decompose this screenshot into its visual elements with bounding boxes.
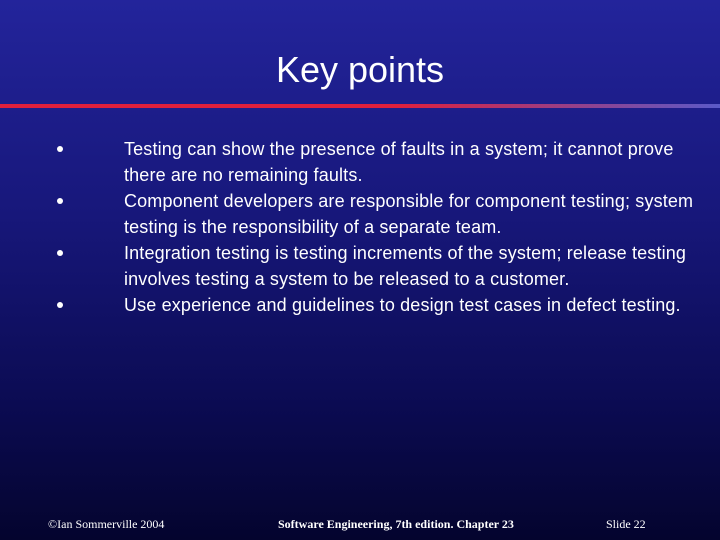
footer-copyright: ©Ian Sommerville 2004 <box>48 517 165 531</box>
bullet-text: Component developers are responsible for component testing; system testing is the responsibility of a separate team. <box>124 191 694 237</box>
title-underline <box>0 104 720 109</box>
bullet-item <box>56 240 696 292</box>
bullet-text: Testing can show the presence of faults in a system; it cannot prove there are no remaining faults. <box>124 139 674 185</box>
bullet-item <box>56 292 696 318</box>
footer-book-title: Software Engineering, 7th edition. Chapter 23 <box>278 517 514 531</box>
bullet-item <box>56 136 696 188</box>
title-underline-bar <box>0 104 720 108</box>
bullet-dot-icon <box>57 302 63 308</box>
bullet-dot-icon <box>57 146 63 152</box>
bullet-item <box>56 188 696 240</box>
bullet-dot-icon <box>57 250 63 256</box>
bullet-dot-icon <box>57 198 63 204</box>
bullet-text: Integration testing is testing increments of the system; release testing involves testing a system to be released to a customer. <box>124 243 687 289</box>
bullet-list <box>56 136 696 318</box>
slide-title: Key points <box>275 49 445 90</box>
footer-slide-number: Slide 22 <box>606 517 646 531</box>
bullet-text: Use experience and guidelines to design test cases in defect testing. <box>124 295 681 315</box>
